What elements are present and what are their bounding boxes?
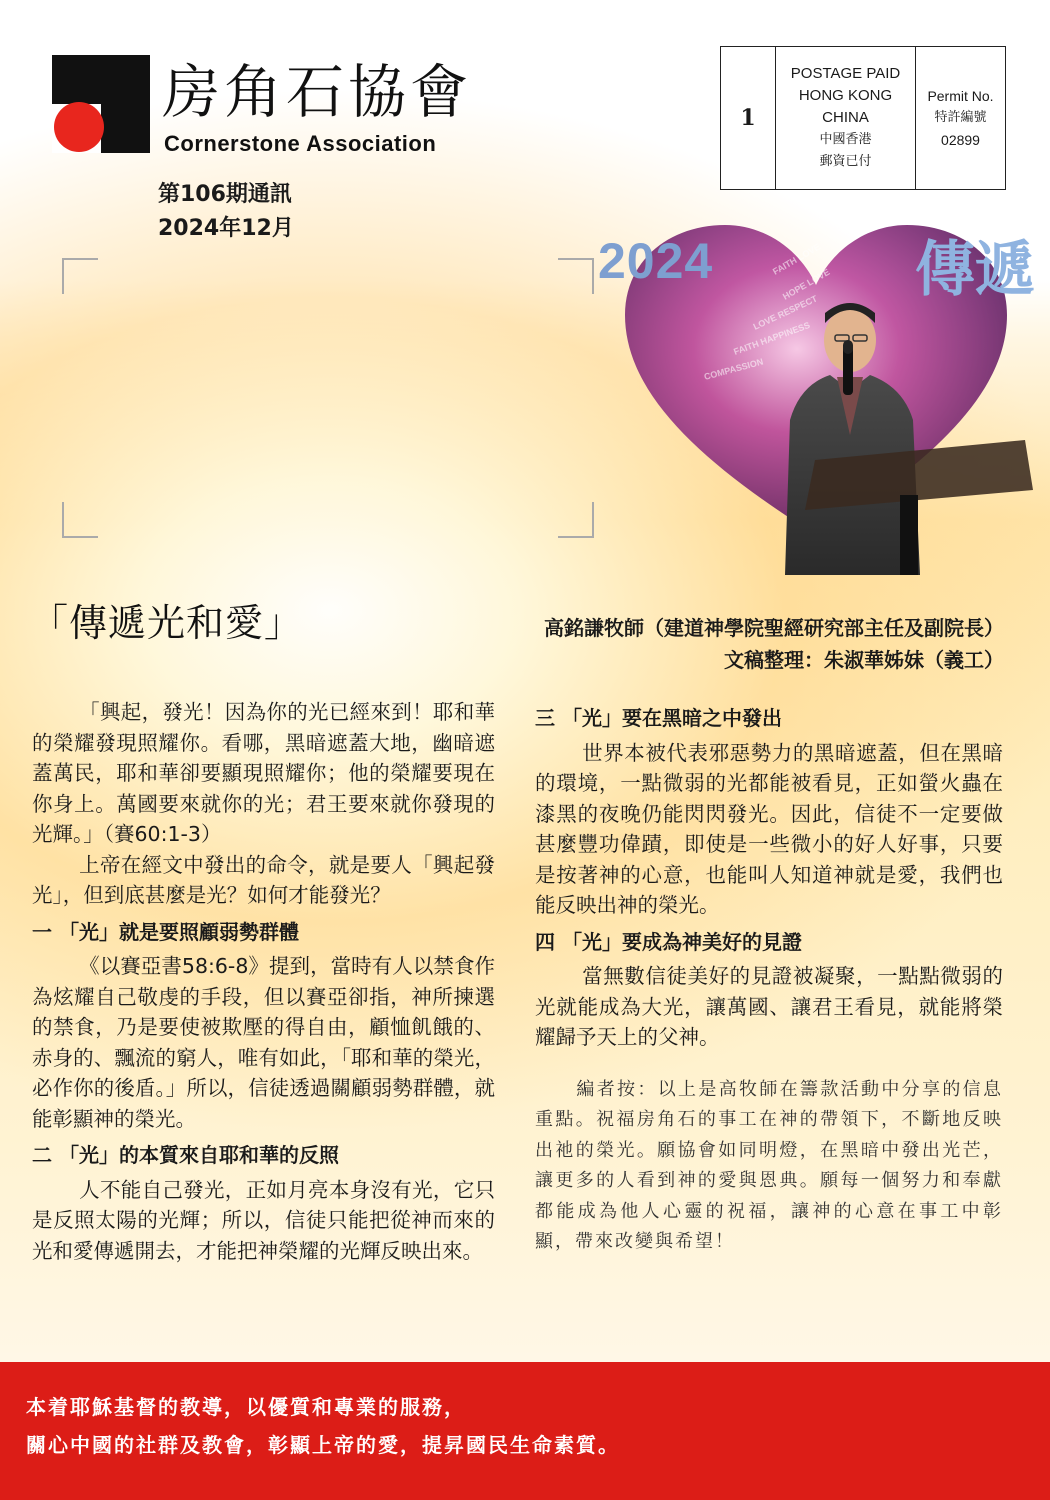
permit-number: 02899 bbox=[941, 132, 980, 148]
mission-line: 關心中國的社群及教會，彰顯上帝的愛，提昇國民生命素質。 bbox=[26, 1433, 620, 1457]
org-name-en: Cornerstone Association bbox=[164, 131, 437, 156]
permit-label-cn: 特許編號 bbox=[934, 110, 987, 125]
section-body-2: 人不能自己發光，正如月亮本身沒有光，它只是反照太陽的光輝；所以，信徒只能把從神而來的光和愛傳遞開去，才能把神榮耀的光輝反映出來。 bbox=[32, 1177, 495, 1263]
issue-info bbox=[158, 178, 294, 246]
editor-credit: 文稿整理：朱淑華姊妹（義工） bbox=[724, 648, 1004, 672]
postage-line: HONG KONG bbox=[798, 87, 893, 104]
issue-number: 第106期通訊 bbox=[158, 182, 292, 207]
postage-permit bbox=[916, 47, 1005, 189]
section-heading-3: 三 「光」要在黑暗之中發出 bbox=[535, 706, 782, 730]
intro-paragraph: 上帝在經文中發出的命令，就是要人「興起發光」，但到底甚麼是光？如何才能發光？ bbox=[32, 852, 495, 907]
issue-date: 2024年12月 bbox=[158, 216, 294, 241]
byline bbox=[544, 612, 1004, 676]
postage-box bbox=[720, 46, 1006, 190]
section-body-1: 《以賽亞書58:6-8》提到，當時有人以禁食作為炫耀自己敬虔的手段，但以賽亞卻指，神所揀選的禁食，乃是要使被欺壓的得自由，顧恤飢餓的、赤身的、飄流的窮人，唯有如此，「耶和華的榮光，必作你的後盾。」所以，信徒透過關顧弱勢群體，就能彰顯神的榮光。 bbox=[32, 954, 495, 1131]
section-heading-4: 四 「光」要成為神美好的見證 bbox=[535, 929, 802, 954]
author: 高銘謙牧師（建道神學院聖經研究部主任及副院長） bbox=[544, 616, 1004, 640]
postage-paid bbox=[776, 47, 916, 189]
org-name-cn: 房角石協會 bbox=[162, 58, 473, 126]
article-title: 「傳遞光和愛」 bbox=[30, 601, 304, 645]
editor-note: 編者按：以上是高牧師在籌款活動中分享的信息重點。祝福房角石的事工在神的帶領下，不斷地反映出祂的榮光。願協會如同明燈，在黑暗中發出光芒，讓更多的人看到神的愛與恩典。願每一個努力和奉獻都能成為他人心靈的祝福，讓神的心意在事工中彰顯，帶來改變與希望！ bbox=[535, 1078, 1003, 1252]
article-column-left bbox=[32, 697, 495, 1266]
mission-line: 本着耶穌基督的教導，以優質和專業的服務， bbox=[26, 1395, 466, 1419]
corner-bracket bbox=[62, 258, 98, 294]
scripture-quote: 「興起，發光！因為你的光已經來到！耶和華的榮耀發現照耀你。看哪，黑暗遮蓋大地，幽暗遮蓋萬民，耶和華卻要顯現照耀你；他的榮耀要現在你身上。萬國要來就你的光；君王要來就你發現的光輝。」（賽60:1-3） bbox=[32, 700, 495, 846]
svg-text:FAITH HAPPINESS: FAITH HAPPINESS bbox=[732, 319, 812, 357]
section-body-4: 當無數信徒美好的見證被凝聚，一點點微弱的光就能成為大光，讓萬國、讓君王看見，就能將榮耀歸予天上的父神。 bbox=[535, 964, 1003, 1049]
postage-line: POSTAGE PAID bbox=[790, 65, 901, 82]
photo-slogan-text: 傳遞 bbox=[915, 235, 1035, 305]
logo-mark bbox=[52, 55, 150, 153]
postage-line: 郵資已付 bbox=[819, 154, 872, 169]
permit-label: Permit No. bbox=[927, 88, 994, 104]
section-body-3: 世界本被代表邪惡勢力的黑暗遮蓋，但在黑暗的環境，一點微弱的光都能被看見，正如螢火蟲在漆黑的夜晚仍能閃閃發光。因此，信徒不一定要做甚麼豐功偉蹟，即使是一些微小的好人好事，只要是按著神的心意，也能叫人知道神就是愛，我們也能反映出神的榮光。 bbox=[535, 740, 1003, 917]
section-heading-1: 一 「光」就是要照顧弱勢群體 bbox=[32, 919, 299, 944]
postage-line: CHINA bbox=[822, 109, 869, 126]
corner-bracket bbox=[62, 502, 98, 538]
svg-text:FAITH LOVE: FAITH LOVE bbox=[771, 241, 822, 277]
svg-text:HOPE LOVE: HOPE LOVE bbox=[781, 266, 832, 302]
svg-text:COMPASSION: COMPASSION bbox=[702, 356, 765, 382]
postage-line: 中國香港 bbox=[819, 132, 872, 147]
photo-year-text: 2024 bbox=[598, 233, 714, 289]
section-heading-2: 二 「光」的本質來自耶和華的反照 bbox=[32, 1143, 339, 1167]
mission-statement bbox=[26, 1388, 620, 1464]
article-column-right bbox=[535, 697, 1003, 1258]
svg-text:LOVE RESPECT: LOVE RESPECT bbox=[751, 293, 819, 332]
postage-number: 1 bbox=[721, 47, 776, 189]
